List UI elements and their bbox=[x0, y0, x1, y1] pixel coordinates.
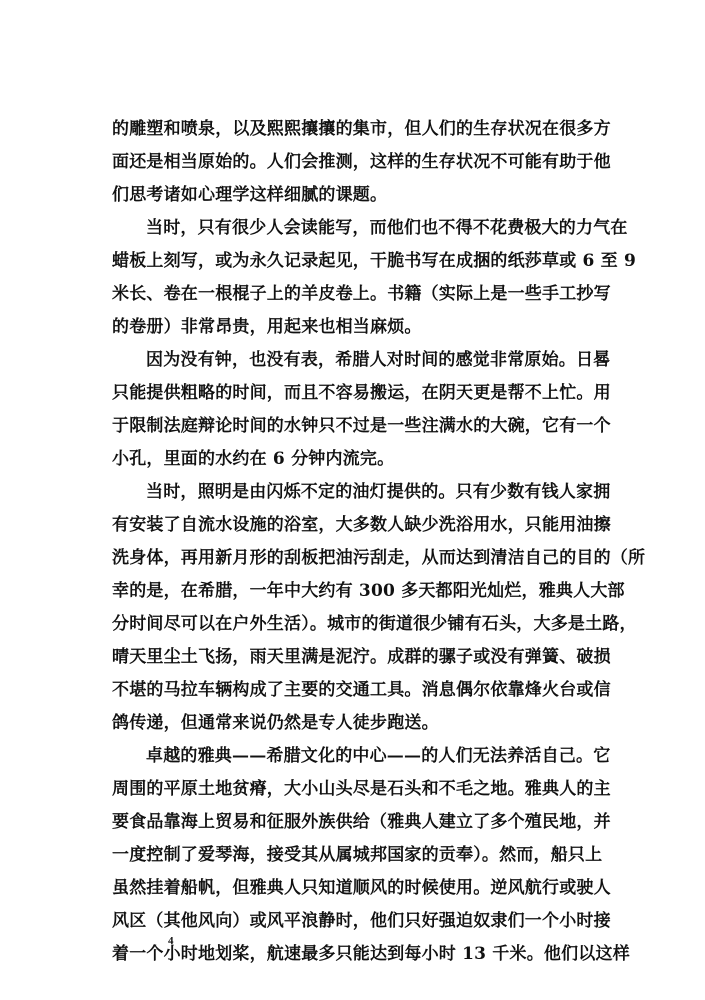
text-line: 于限制法庭辩论时间的水钟只不过是一些注满水的大碗，它有一个 bbox=[112, 416, 611, 436]
text-line: 晴天里尘土飞扬，雨天里满是泥泞。成群的骡子或没有弹簧、破损 bbox=[112, 647, 611, 667]
text-line: 有安装了自流水设施的浴室，大多数人缺少洗浴用水，只能用油擦 bbox=[112, 515, 611, 535]
text-line: 的雕塑和喷泉，以及熙熙攘攘的集市，但人们的生存状况在很多方 bbox=[112, 119, 611, 139]
text-line: 分时间尽可以在户外生活）。城市的街道很少铺有石头，大多是土路， bbox=[112, 614, 637, 634]
text-line: 不堪的马拉车辆构成了主要的交通工具。消息偶尔依靠烽火台或信 bbox=[112, 680, 611, 700]
text-line: 面还是相当原始的。人们会推测，这样的生存状况不可能有助于他 bbox=[112, 152, 611, 172]
text-line: 卓越的雅典——希腊文化的中心——的人们无法养活自己。它 bbox=[146, 746, 611, 766]
text-line: 当时，照明是由闪烁不定的油灯提供的。只有少数有钱人家拥 bbox=[146, 482, 611, 502]
text-line: 洗身体，再用新月形的刮板把油污刮走，从而达到清洁自己的目的（所 bbox=[112, 548, 646, 568]
text-line: 风区（其他风向）或风平浪静时，他们只好强迫奴隶们一个小时接 bbox=[112, 911, 611, 931]
text-line: 一度控制了爱琴海，接受其从属城邦国家的贡奉）。然而，船只上 bbox=[112, 845, 603, 865]
text-line: 的卷册）非常昂贵，用起来也相当麻烦。 bbox=[112, 317, 422, 337]
text-line: 小孔，里面的水约在 6 分钟内流完。 bbox=[112, 449, 395, 469]
body-text bbox=[112, 113, 646, 971]
text-line: 鸽传递，但通常来说仍然是专人徒步跑送。 bbox=[112, 713, 439, 733]
text-line: 要食品靠海上贸易和征服外族供给（雅典人建立了多个殖民地，并 bbox=[112, 812, 611, 832]
text-line: 虽然挂着船帆，但雅典人只知道顺风的时候使用。逆风航行或驶人 bbox=[112, 878, 611, 898]
text-line: 当时，只有很少人会读能写，而他们也不得不花费极大的力气在 bbox=[146, 218, 628, 238]
text-line: 因为没有钟，也没有表，希腊人对时间的感觉非常原始。日晷 bbox=[146, 350, 611, 370]
page-number: 4 bbox=[168, 935, 174, 947]
text-line: 米长、卷在一根棍子上的羊皮卷上。书籍（实际上是一些手工抄写 bbox=[112, 284, 611, 304]
text-line: 蜡板上刻写，或为永久记录起见，干脆书写在成捆的纸莎草或 6 至 9 bbox=[112, 251, 637, 271]
text-line: 幸的是，在希腊，一年中大约有 300 多天都阳光灿烂，雅典人大部 bbox=[112, 581, 625, 601]
text-line: 只能提供粗略的时间，而且不容易搬运，在阴天更是帮不上忙。用 bbox=[112, 383, 611, 403]
text-line: 周围的平原土地贫瘠，大小山头尽是石头和不毛之地。雅典人的主 bbox=[112, 779, 611, 799]
text-line: 着一个小时地划桨，航速最多只能达到每小时 13 千米。他们以这样 bbox=[112, 944, 630, 964]
text-line: 们思考诸如心理学这样细腻的课题。 bbox=[112, 185, 388, 205]
